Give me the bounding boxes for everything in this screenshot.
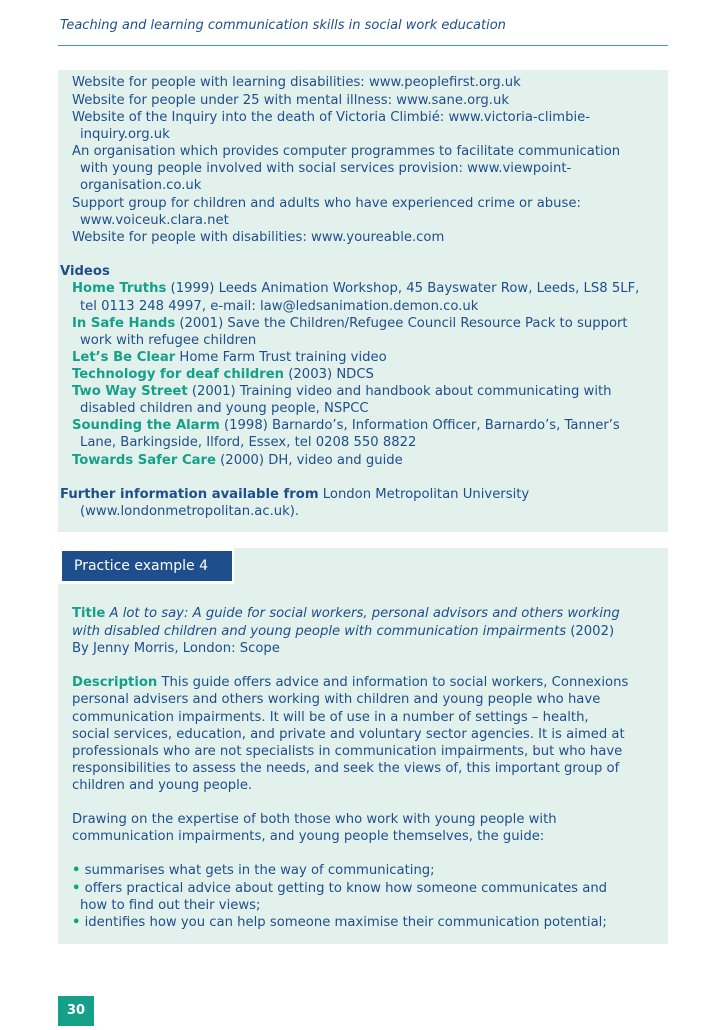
header-rule <box>58 45 668 46</box>
running-header: Teaching and learning communication skills in social work education <box>60 18 506 33</box>
website-line: organisation.co.uk <box>80 178 202 193</box>
website-line: Support group for children and adults who have experienced crime or abuse: <box>72 196 581 211</box>
website-line: An organisation which provides computer programmes to facilitate communication <box>72 144 621 159</box>
description-line: personal advisers and others working with children and young people who have <box>72 692 601 707</box>
video-item: Sounding the Alarm (1998) Barnardo’s, Information Officer, Barnardo’s, Tanner’s <box>72 418 620 433</box>
practice-title-line: with disabled children and young people with communication impairments (2002) <box>72 624 615 639</box>
video-item: Two Way Street (2001) Training video and handbook about communicating with <box>72 384 612 399</box>
video-title: Technology for deaf children <box>72 367 285 382</box>
videos-heading: Videos <box>60 264 110 279</box>
paragraph-line: Drawing on the expertise of both those who work with young people with <box>72 812 557 827</box>
practice-title-line: Title A lot to say: A guide for social workers, personal advisors and others working <box>72 606 620 621</box>
website-line: Website of the Inquiry into the death of Victoria Climbié: www.victoria-climbie- <box>72 110 590 125</box>
title-label: Title <box>72 606 106 621</box>
bullet-item: • summarises what gets in the way of communicating; <box>72 863 435 878</box>
video-title: Sounding the Alarm <box>72 418 220 433</box>
bullet-item: • offers practical advice about getting to know how someone communicates and <box>72 881 608 896</box>
practice-author: By Jenny Morris, London: Scope <box>72 641 280 656</box>
bullet-icon: • <box>72 863 81 878</box>
description-line: professionals who are not specialists in communication impairments, but who have <box>72 744 623 759</box>
website-line: Website for people with learning disabilities: www.peoplefirst.org.uk <box>72 75 521 90</box>
video-item: Let’s Be Clear Home Farm Trust training video <box>72 350 387 365</box>
video-item: Technology for deaf children (2003) NDCS <box>72 367 374 382</box>
video-item-cont: tel 0113 248 4997, e-mail: law@ledsanimation.demon.co.uk <box>80 299 479 314</box>
page-number: 30 <box>58 996 94 1026</box>
description-line: Description This guide offers advice and information to social workers, Connexions <box>72 675 629 690</box>
practice-example-label: Practice example 4 <box>62 551 232 581</box>
practice-example-tab <box>58 548 234 584</box>
video-title: Let’s Be Clear <box>72 350 176 365</box>
website-line: Website for people under 25 with mental illness: www.sane.org.uk <box>72 93 509 108</box>
further-info: Further information available from London Metropolitan University <box>60 487 530 502</box>
website-line: with young people involved with social services provision: www.viewpoint- <box>80 161 572 176</box>
video-item: Towards Safer Care (2000) DH, video and guide <box>72 453 403 468</box>
video-title: Home Truths <box>72 281 167 296</box>
website-line: inquiry.org.uk <box>80 127 170 142</box>
paragraph-line: communication impairments, and young people themselves, the guide: <box>72 829 545 844</box>
bullet-icon: • <box>72 915 81 930</box>
video-title: Two Way Street <box>72 384 188 399</box>
description-line: responsibilities to assess the needs, and seek the views of, this important group of <box>72 761 620 776</box>
video-title: In Safe Hands <box>72 316 176 331</box>
description-line: children and young people. <box>72 778 253 793</box>
description-line: communication impairments. It will be of use in a number of settings – health, <box>72 710 589 725</box>
video-item-cont: Lane, Barkingside, Ilford, Essex, tel 0208 550 8822 <box>80 435 417 450</box>
description-line: social services, education, and private and voluntary sector agencies. It is aimed at <box>72 727 625 742</box>
bullet-icon: • <box>72 881 81 896</box>
video-item: Home Truths (1999) Leeds Animation Workshop, 45 Bayswater Row, Leeds, LS8 5LF, <box>72 281 640 296</box>
further-info-url: (www.londonmetropolitan.ac.uk). <box>80 504 300 519</box>
website-line: Website for people with disabilities: www.youreable.com <box>72 230 445 245</box>
bullet-item: • identifies how you can help someone maximise their communication potential; <box>72 915 607 930</box>
website-line: www.voiceuk.clara.net <box>80 213 229 228</box>
description-label: Description <box>72 675 158 690</box>
video-item-cont: work with refugee children <box>80 333 257 348</box>
video-title: Towards Safer Care <box>72 453 216 468</box>
bullet-item-cont: how to find out their views; <box>80 898 261 913</box>
video-item-cont: disabled children and young people, NSPCC <box>80 401 369 416</box>
video-item: In Safe Hands (2001) Save the Children/Refugee Council Resource Pack to support <box>72 316 628 331</box>
